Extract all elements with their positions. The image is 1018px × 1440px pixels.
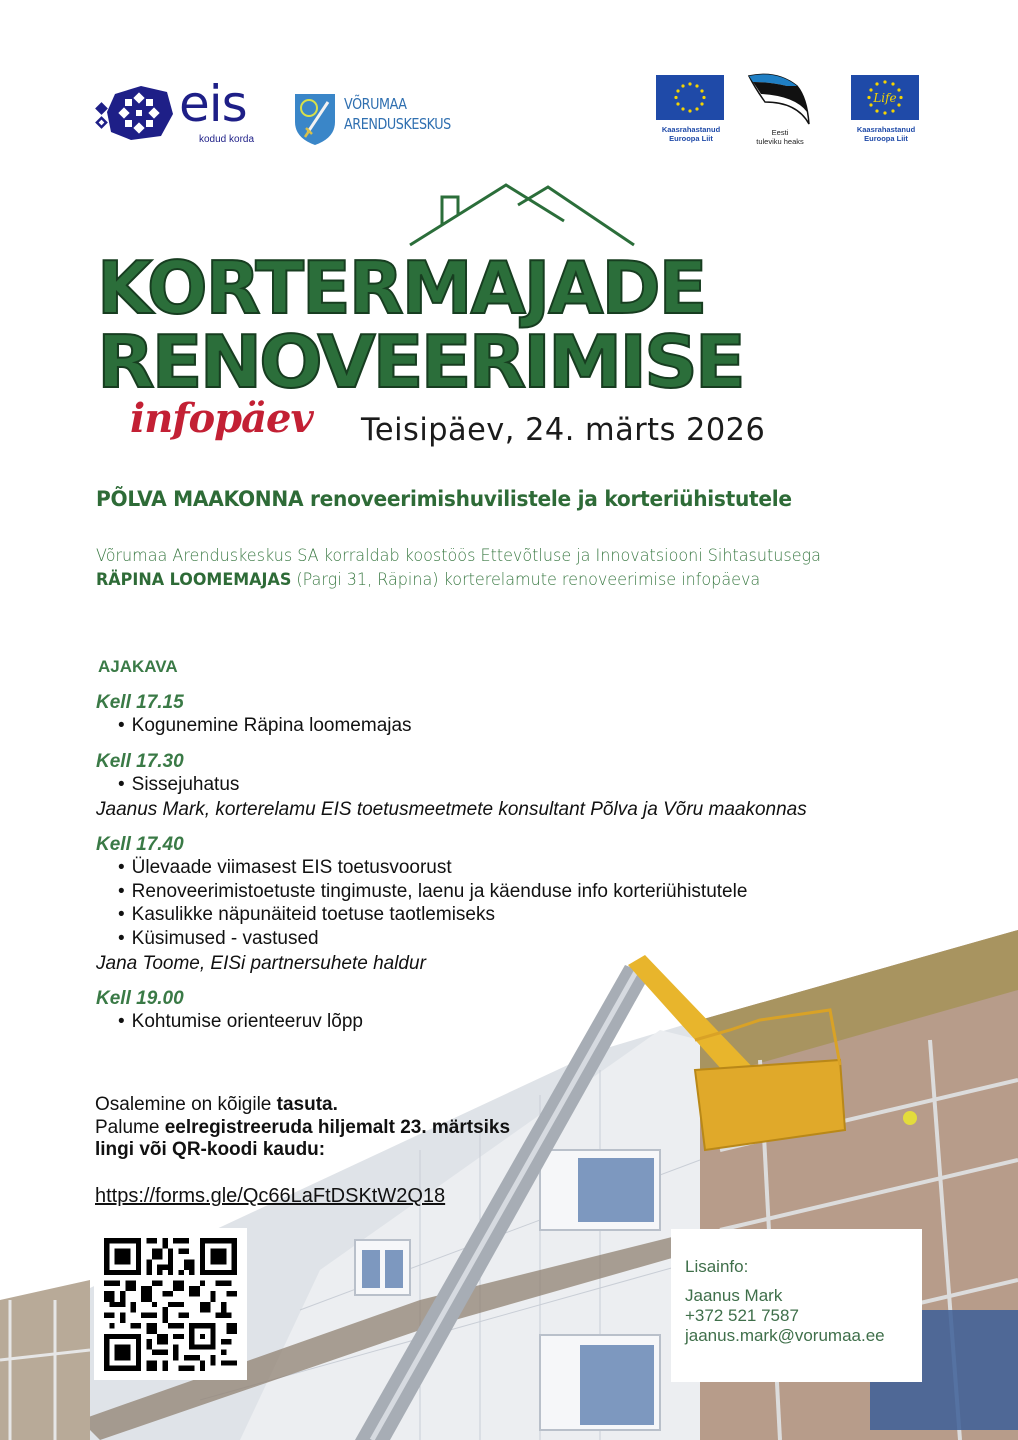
slot-item: • Kohtumise orienteeruv lõpp: [118, 1010, 936, 1034]
contact-phone[interactable]: +372 521 7587: [685, 1306, 799, 1325]
agenda-slot: [96, 988, 936, 1034]
contact-name: Jaanus Mark: [685, 1286, 783, 1305]
qr-code[interactable]: [94, 1228, 247, 1380]
agenda-slot: [96, 834, 936, 975]
registration-link[interactable]: https://forms.gle/Qc66LaFtDSKtW2Q18: [95, 1185, 446, 1207]
agenda-title: AJAKAVA: [98, 657, 178, 676]
title-line-2: RENOVEERIMISE: [97, 320, 743, 404]
slot-item: • Küsimused - vastused: [118, 927, 936, 951]
vorumaa-line1: VÕRUMAA: [344, 95, 407, 113]
intro-venue: RÄPINA LOOMEMAJAS: [96, 570, 292, 590]
intro-paragraph: [96, 544, 821, 592]
slot-item: • Kasulikke näpunäiteid toetuse taotlemiseks: [118, 903, 936, 927]
slot-item: • Sissejuhatus: [118, 773, 936, 797]
reg-deadline: eelregistreeruda hiljemalt 23. märtsiks: [164, 1116, 511, 1138]
slot-speaker: Jana Toome, EISi partnersuhete haldur: [96, 953, 426, 974]
registration-info: [95, 1094, 510, 1162]
agenda-slot: [96, 751, 936, 822]
eu-caption-line2: Euroopa Liit: [669, 134, 713, 143]
title-line-1: KORTERMAJADE: [97, 246, 706, 330]
eis-tagline: kodud korda: [199, 134, 255, 145]
eu-caption-line1: Kaasrahastanud: [661, 125, 721, 134]
estonia-caption-line2: tuleviku heaks: [756, 137, 804, 146]
slot-item: • Ülevaade viimasest EIS toetusvoorust: [118, 856, 936, 880]
contact-email[interactable]: jaanus.mark@vorumaa.ee: [685, 1326, 885, 1345]
estonia-caption-line1: Eesti: [771, 128, 789, 137]
eis-logo: [95, 75, 265, 148]
intro-line-1: Võrumaa Arenduskeskus SA korraldab koostöös Ettevõtluse ja Innovatsiooni Sihtasutusega: [96, 546, 821, 566]
qr-code-icon: [104, 1238, 237, 1371]
reg-free: tasuta.: [276, 1094, 338, 1115]
event-date: Teisipäev, 24. märts 2026: [361, 412, 766, 448]
reg-line2-plain: Palume: [95, 1116, 165, 1138]
target-audience-headline: [96, 486, 792, 512]
eis-ornament-icon: [95, 86, 173, 140]
contact-card: [671, 1229, 922, 1382]
eu-life-logo: [851, 75, 921, 143]
house-roof-icon: [408, 183, 640, 249]
eis-wordmark: eis: [179, 75, 247, 133]
reg-method: lingi või QR-koodi kaudu:: [95, 1139, 326, 1160]
contact-title: Lisainfo:: [685, 1257, 749, 1276]
eu-life-flag-icon: [851, 75, 919, 120]
headline-rest: renoveerimishuvilistele ja korteriühistutele: [303, 487, 792, 511]
eu-life-caption-line1: Kaasrahastanud: [856, 125, 916, 134]
slot-time: Kell 19.00: [96, 988, 184, 1009]
eu-cofunded-logo: [656, 75, 726, 143]
headline-county: PÕLVA MAAKONNA: [96, 487, 304, 511]
eesti-tuleviku-heaks-logo: [745, 72, 815, 146]
slot-time: Kell 17.15: [96, 692, 184, 713]
title-script-infopaev: infopäev: [130, 395, 313, 442]
slot-speaker: Jaanus Mark, korterelamu EIS toetusmeetmete konsultant Põlva ja Võru maakonnas: [96, 799, 807, 820]
vorumaa-line2: ARENDUSKESKUS: [344, 115, 451, 133]
slot-time: Kell 17.40: [96, 834, 184, 855]
agenda-slot: [96, 692, 936, 738]
intro-line-2-rest: (Pargi 31, Räpina) korterelamute renoveerimise infopäeva: [291, 570, 761, 590]
reg-line1-plain: Osalemine on kõigile: [95, 1094, 277, 1115]
estonian-flag-sail-icon: [747, 72, 811, 126]
vorumaa-shield-icon: [294, 92, 336, 146]
vorumaa-arenduskeskus-logo: [294, 92, 464, 148]
slot-item: • Kogunemine Räpina loomemajas: [118, 714, 936, 738]
life-flag-text: Life: [873, 91, 897, 105]
agenda-section: [96, 656, 936, 1047]
eu-flag-icon: [656, 75, 724, 120]
slot-item: • Renoveerimistoetuste tingimuste, laenu ja käenduse info korteriühistutele: [118, 880, 936, 904]
slot-time: Kell 17.30: [96, 750, 184, 772]
eu-life-caption-line2: Euroopa Liit: [864, 134, 908, 143]
